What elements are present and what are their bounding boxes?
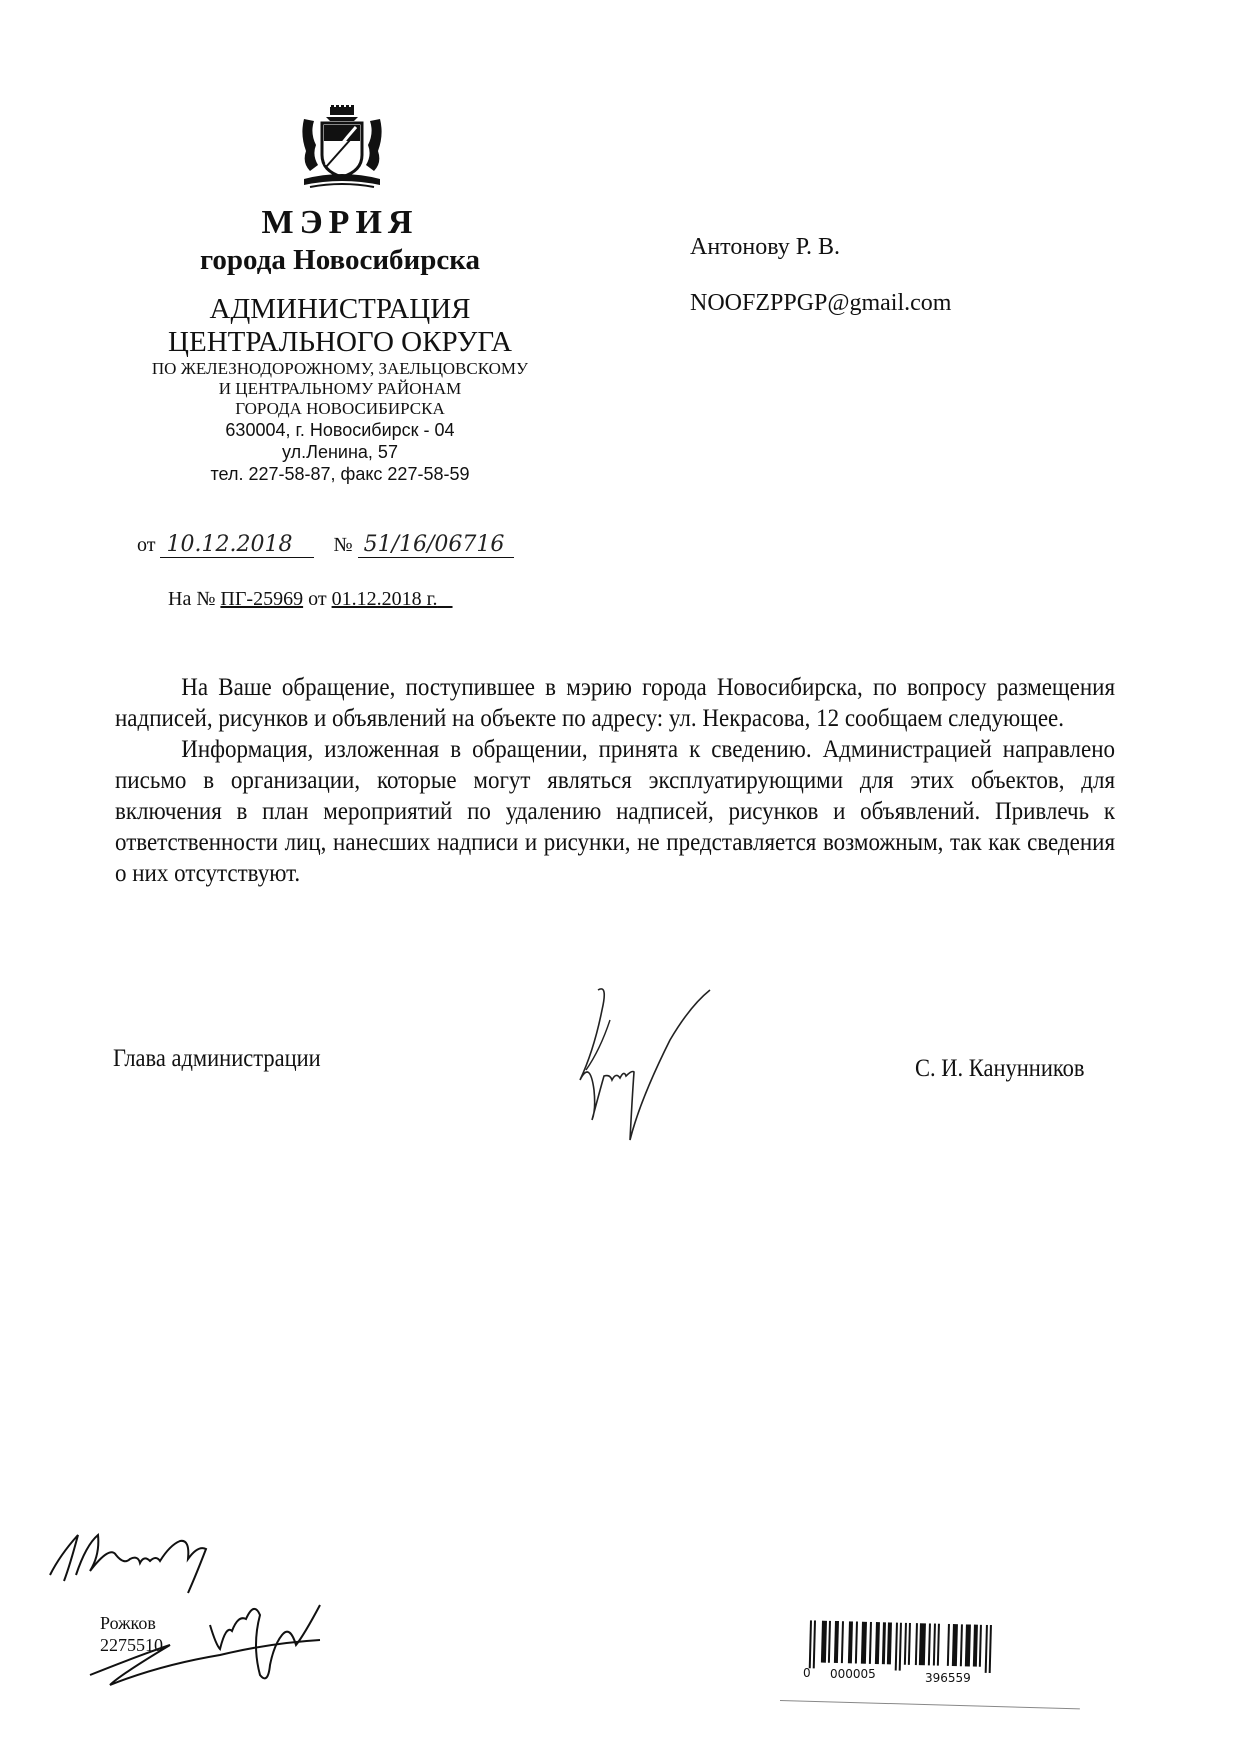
- letter-body: [115, 672, 1115, 889]
- address-line2: ул.Ленина, 57: [282, 442, 398, 462]
- body-paragraph: На Ваше обращение, поступившее в мэрию города Новосибирска, по вопросу размещения надписей, рисунков и объявлений на объекте по адресу: ул. Некрасова, 12 сообщаем следующее.: [115, 674, 1116, 732]
- handwritten-signature: [560, 980, 760, 1160]
- barcode-digits-right: 396559: [925, 1671, 971, 1685]
- reply-date: 01.12.2018 г.: [331, 588, 438, 610]
- reply-reference: [168, 588, 453, 611]
- executor-info: [100, 1612, 163, 1656]
- recipient-email: NOOFZPPGP@gmail.com: [690, 290, 952, 316]
- coat-of-arms-emblem: [296, 105, 388, 193]
- signatory-name: С. И. Канунников: [915, 1055, 1085, 1082]
- executor-name: Рожков: [100, 1613, 156, 1633]
- city-title: города Новосибирска: [199, 244, 481, 276]
- outgoing-date: 10.12.2018: [160, 532, 314, 558]
- body-paragraph: Информация, изложенная в обращении, принята к сведению. Администрацией направлено письмо в организации, которые могут являться эксплуатирующими для этих объектов, для включения в план мероприятий по удалению надписей, рисунков и объявлений. Привлечь к ответственности лиц, нанесших надписи и рисунки, не представляется возможным, так как сведения о них отсутствуют.: [115, 736, 1116, 887]
- district-line3: ГОРОДА НОВОСИБИРСКА: [235, 399, 445, 418]
- barcode-digit-left: 0: [803, 1666, 811, 1680]
- registration-line: [137, 532, 514, 558]
- admin-title-line2: ЦЕНТРАЛЬНОГО ОКРУГА: [168, 326, 512, 358]
- executor-handwritten-signatures: [20, 1515, 340, 1715]
- executor-phone: 2275510: [100, 1635, 163, 1655]
- address-line1: 630004, г. Новосибирск - 04: [225, 420, 455, 440]
- mayoralty-title: МЭРИЯ: [261, 204, 419, 241]
- barcode: [798, 1620, 1030, 1706]
- recipient-name: Антонову Р. В.: [690, 234, 841, 260]
- district-line1: ПО ЖЕЛЕЗНОДОРОЖНОМУ, ЗАЕЛЬЦОВСКОМУ: [151, 359, 529, 378]
- reply-number-label: №: [196, 588, 216, 610]
- number-label: №: [333, 534, 353, 556]
- from-label: от: [137, 534, 156, 556]
- reply-from-label: от: [308, 588, 327, 610]
- phones: тел. 227-58-87, факс 227-58-59: [210, 464, 470, 484]
- letterhead: [130, 205, 550, 485]
- admin-title-line1: АДМИНИСТРАЦИЯ: [209, 293, 471, 325]
- recipient-block: [690, 232, 951, 318]
- reply-prefix: На: [168, 588, 192, 610]
- signatory-position: Глава администрации: [113, 1045, 321, 1072]
- district-line2: И ЦЕНТРАЛЬНОМУ РАЙОНАМ: [218, 379, 462, 398]
- outgoing-number: 51/16/06716: [358, 532, 514, 558]
- reply-number: ПГ-25969: [220, 588, 304, 610]
- barcode-digits-middle: 000005: [830, 1667, 876, 1681]
